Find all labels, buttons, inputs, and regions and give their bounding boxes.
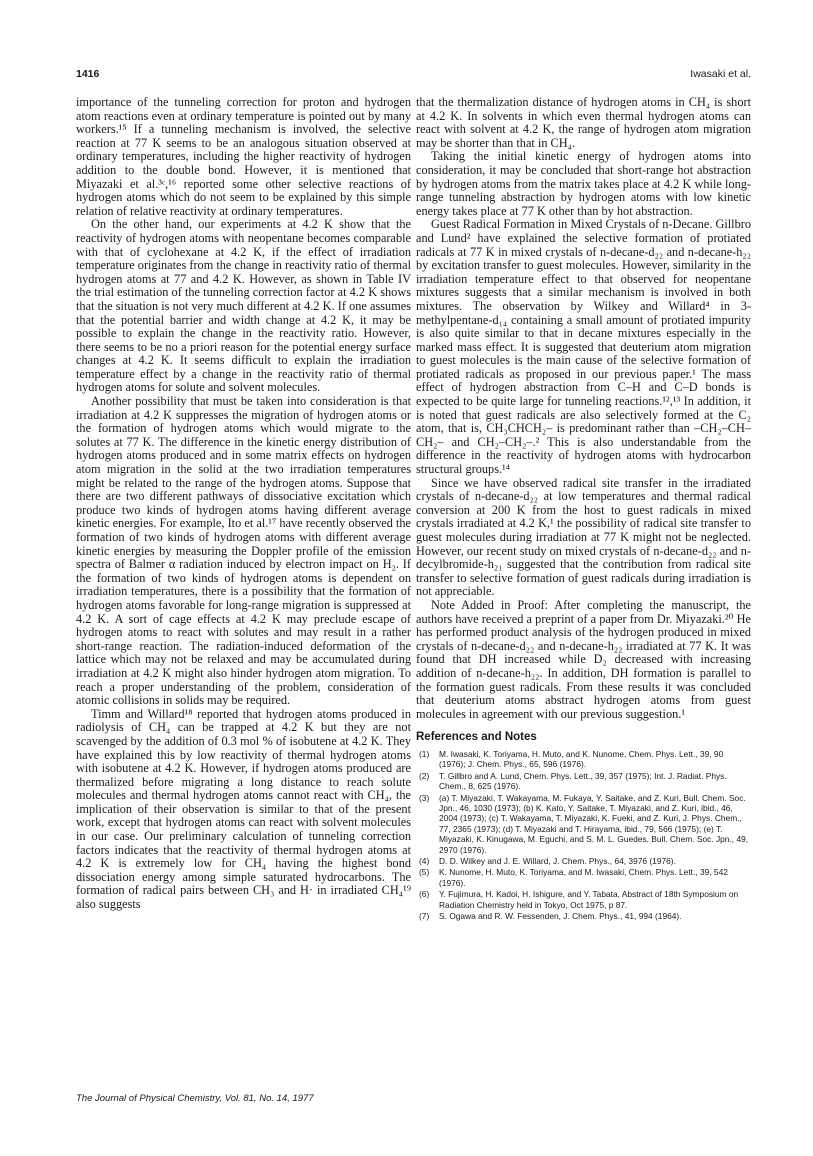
- paragraph: Since we have observed radical site transfer in the irradiated crystals of n-decane-d₂₂ at low temperatures and thermal radical conversion at 200 K from the host to guest radicals in mixed crystals irradiated at 4.2 K,¹ the possibility of radical site transfer to guest molecules during irradiation at 77 K might not be neglected. However, our recent study on mixed crystals of n-decane-d₂₂ and n-decylbromide-h₂₁ suggested that the contribution from radical site transfer to selective formation of guest radicals during irradiation is not appreciable.: [416, 475, 751, 599]
- reference-number: (4): [419, 855, 430, 866]
- reference-item: [416, 867, 751, 888]
- references-list: [416, 749, 751, 922]
- paragraph: On the other hand, our experiments at 4.2 K show that the reactivity of hydrogen atoms with neopentane becomes comparable with that of cyclohexane at 4.2 K, if the effect of irradiation temperature originates from the change in reactivity ratio of thermal hydrogen atoms at 77 and 4.2 K. However, as shown in Table IV the trial estimation of the tunneling correction factor at 4.2 K shows that the situation is not very much different at 4.2 K. If one assumes that the potential barrier and width change at 4.2 K, it may be possible to explain the change in the reactivity ratio. However, there seems to be no a priori reason for the potential energy surface changes at 4.2 K. It seems difficult to explain the irradiation temperature effect by a change in the reactivity ratio of thermal hydrogen atoms for solute and solvent molecules.: [76, 217, 411, 395]
- reference-text: D. D. Wilkey and J. E. Willard, J. Chem. Phys., 64, 3976 (1976).: [439, 855, 676, 866]
- reference-item: [416, 856, 751, 866]
- paragraph: importance of the tunneling correction for proton and hydrogen atom reactions even at ordinary temperature is pointed out by many workers.¹⁵ If a tunneling mechanism is involved, the selective reaction at 77 K seems to be an analogous situation observed at ordinary temperatures, including the higher reactivity of hydrogen addition to the double bond. However, it is mentioned that Miyazaki et al.³ᶜ,¹⁶ reported some other selective reactions of hydrogen atoms which do not seem to be explained by this simple relation of relative reactivity at ordinary temperatures.: [76, 95, 411, 218]
- paragraph: that the thermalization distance of hydrogen atoms in CH₄ is short at 4.2 K. In solvents in which even thermal hydrogen atoms can react with solvent at 4.2 K, the range of hydrogen atom migration may be shorter than that in CH₄.: [416, 95, 751, 150]
- reference-text: Y. Fujimura, H. Kadoi, H. Ishigure, and Y. Tabata, Abstract of 18th Symposium on Radiation Chemistry held in Tokyo, Oct 1975, p 87.: [439, 889, 739, 910]
- running-author: Iwasaki et al.: [690, 68, 751, 80]
- reference-text: S. Ogawa and R. W. Fessenden, J. Chem. Phys., 41, 994 (1964).: [439, 911, 682, 921]
- reference-text: K. Nunome, H. Muto, K. Toriyama, and M. Iwasaki, Chem. Phys. Lett., 39, 542 (1976).: [439, 867, 728, 888]
- right-column: [416, 96, 751, 922]
- journal-footer: The Journal of Physical Chemistry, Vol. 81, No. 14, 1977: [76, 1093, 314, 1104]
- reference-item: [416, 889, 751, 910]
- paragraph: Timm and Willard¹⁸ reported that hydrogen atoms produced in radiolysis of CH₄ can be trapped at 4.2 K but they are not scavenged by the addition of 0.3 mol % of isobutene at 4.2 K. They have explained this by low reactivity of thermal hydrogen atoms with isobutene at 4.2 K. However, if hydrogen atoms produced are thermalized before migrating a long distance to reach solute molecules and thermal hydrogen atoms cannot react with CH₄, the implication of their observation is similar to that of the present work, except that hydrogen atoms can react with solvent molecules in our case. Our preliminary calculation of tunneling correction factors indicates that the reactivity of thermal hydrogen atoms at 4.2 K is extremely low for CH₄ having the highest bond dissociation energy among simple saturated hydrocarbons. The formation of radical pairs between CH₃ and H· in irradiated CH₄¹⁹ also suggests: [76, 706, 411, 912]
- reference-number: (3): [419, 792, 430, 803]
- paragraph: Taking the initial kinetic energy of hydrogen atoms into consideration, it may be concluded that short-range hot abstraction by hydrogen atoms from the matrix takes place at 4.2 K while long-range tunneling abstraction by hydrogen atoms with low kinetic energy takes place at 77 K other than by hot abstraction.: [416, 149, 751, 218]
- reference-number: (7): [419, 911, 430, 921]
- reference-number: (6): [419, 889, 430, 900]
- page-number: 1416: [76, 68, 100, 80]
- reference-text: T. Gillbro and A. Lund, Chem. Phys. Lett., 39, 357 (1975); Int. J. Radiat. Phys. Chem., 8, 625 (1976).: [439, 770, 727, 792]
- reference-text: (a) T. Miyazaki, T. Wakayama, M. Fukaya, Y. Saitake, and Z. Kuri, Bull. Chem. Soc. Jpn., 46, 1030 (1973); (b) K. Kato, Y. Saitake, T. Miyazaki, and Z. Kuri, ibid., 46, 2004 (1973); (c) T. Wakayama, T. Miyazaki, K. Fueki, and Z. Kuri, J. Phys. Chem., 77, 2365 (1973); (d) T. Miyazaki and T. Hirayama, ibid., 79, 566 (1975); (e) T. Miyazaki, K. Kinugawa, M. Eguchi, and S. M. L. Guedes, Bull. Chem. Soc. Jpn., 49, 2970 (1976).: [439, 792, 749, 855]
- paragraph: Another possibility that must be taken into consideration is that irradiation at 4.2 K suppresses the migration of hydrogen atoms or the formation of hydrogen atoms which would migrate to the solutes at 77 K. The difference in the kinetic energy distribution of hydrogen atoms produced and in some matrix effects on hydrogen atom migration in the solid at the two irradiation temperatures might be related to the range of the hydrogen atoms. Suppose that there are two different pathways of dissociative excitation which produce two kinds of hydrogen atoms having different average kinetic energies. For example, Ito et al.¹⁷ have recently observed the formation of two kinds of hydrogen atoms with different average kinetic energies by measuring the Doppler profile of the emission spectra of Balmer α radiation induced by electron impact on H₂. If the formation of two kinds of hydrogen atoms is dependent on irradiation temperatures, there is a possibility that the formation of hydrogen atoms favorable for long-range migration is suppressed at 4.2 K. A sort of cage effects at 4.2 K may preclude escape of hydrogen atoms to react with solutes and may result in a rather short-range reaction. The radiation-induced deformation of the lattice which may not be relaxed and may be accumulated during irradiation at 4.2 K might also hinder hydrogen atom migration. To reach a proper understanding of the problem, consideration of atomic collisions in solids may be required.: [76, 394, 411, 708]
- reference-number: (2): [419, 770, 430, 781]
- paragraph: Note Added in Proof: After completing the manuscript, the authors have received a preprint of a paper from Dr. Miyazaki.²⁰ He has performed product analysis of the hydrogen produced in mixed crystals of n-decane-d₂₂ and n-decane-h₂₂ irradiated at 77 K. It was found that DH increased while D₂ decreased with increasing addition of n-decane-h₂₂. In addition, DH formation is parallel to the formation guest radicals. From these results it was concluded that deuterium atoms abstract hydrogen atoms from guest molecules in agreement with our previous suggestion.¹: [416, 597, 751, 721]
- reference-number: (1): [419, 748, 430, 759]
- reference-number: (5): [419, 867, 430, 878]
- reference-item: [416, 911, 751, 921]
- references-heading: References and Notes: [416, 731, 537, 744]
- reference-text: M. Iwasaki, K. Toriyama, H. Muto, and K. Nunome, Chem. Phys. Lett., 39, 90 (1976); J. Chem. Phys., 65, 596 (1976).: [439, 748, 724, 770]
- reference-item: [416, 771, 751, 792]
- left-column: [76, 96, 411, 912]
- reference-item: [416, 793, 751, 855]
- page-header: [76, 68, 751, 84]
- reference-item: [416, 749, 751, 770]
- paragraph: Guest Radical Formation in Mixed Crystals of n-Decane. Gillbro and Lund² have explained the selective formation of protiated radicals at 77 K in mixed crystals of n-decane-d₂₂ and n-decane-h₂₂ by excitation transfer to guest molecules. However, similarity in the irradiation temperature effect to that observed for neopentane mixtures suggests that a similar mechanism is involved in both mixtures. The observation by Wilkey and Willard⁴ in 3-methylpentane-d₁₄ containing a small amount of protiated impurity is also quite similar to that in decane mixtures especially in the marked mass effect. It is suggested that deuterium atom migration to guest molecules is the main cause of the selective formation of protiated radicals as proposed in our previous paper.¹ The mass effect of hydrogen abstraction from C–H and C–D bonds is expected to be quite large for tunneling reactions.¹²,¹³ In addition, it is noted that guest radicals are also selectively formed at the C₂ atom, that is, CH₃CHCH₂– is predominant rather than –CH₂–CH–CH₂– and CH₂–CH₂–.² This is also understandable from the difference in the reactivity of hydrogen atoms with hydrocarbon structural groups.¹⁴: [416, 217, 751, 477]
